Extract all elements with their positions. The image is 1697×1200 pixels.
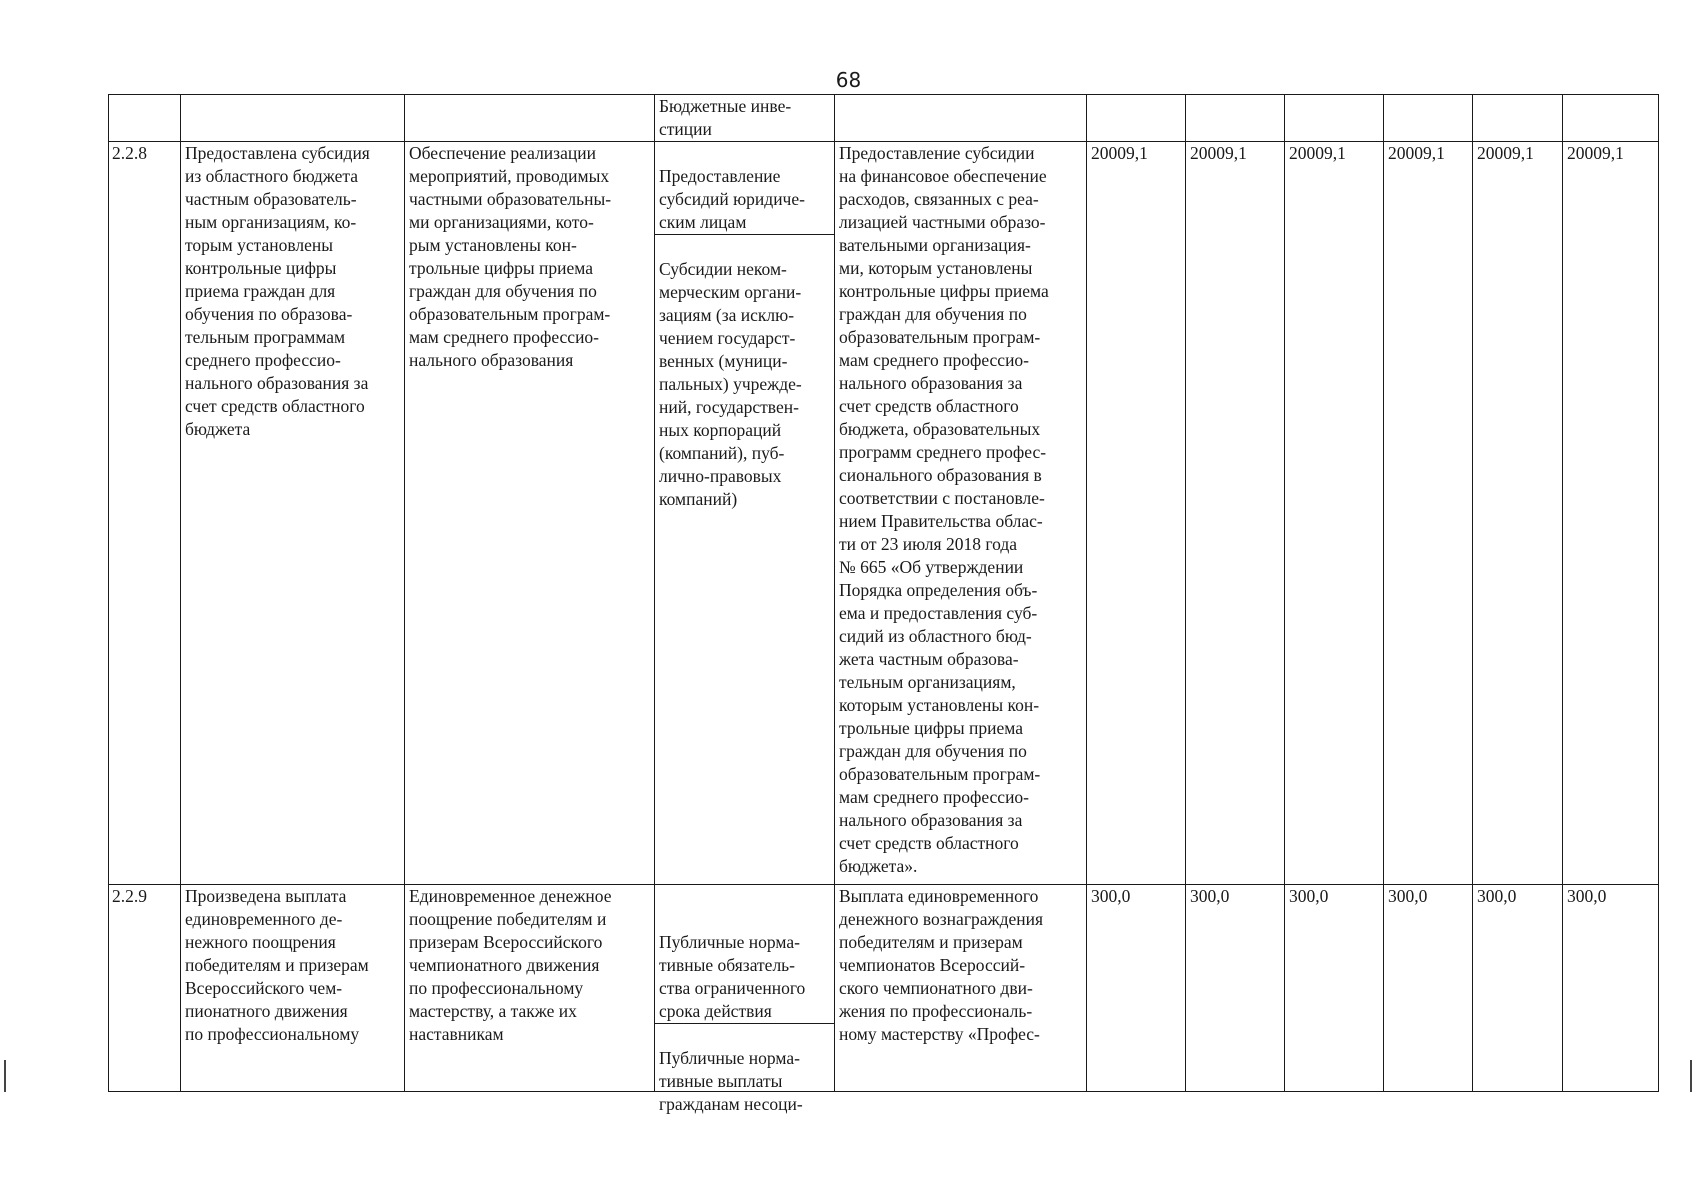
budget-type-primary: Публичные норма- тивные обязатель- ства ограниченного срока действия xyxy=(655,931,834,1024)
table-row-2-2-9 xyxy=(109,885,1659,1092)
row-value-6: 300,0 xyxy=(1563,885,1659,1092)
row-value-1: 20009,1 xyxy=(1087,142,1186,885)
budget-type-secondary: Публичные норма- тивные выплаты гражданам несоци- xyxy=(659,1048,803,1114)
row-budget-type xyxy=(655,142,835,885)
scan-margin-mark-right xyxy=(1690,1060,1692,1092)
row-description xyxy=(835,885,1087,1092)
row-value-3: 20009,1 xyxy=(1285,142,1384,885)
row-value-4: 300,0 xyxy=(1384,885,1473,1092)
header-cell-budget-type: Бюджетные инве- стиции xyxy=(655,95,835,142)
budget-type-secondary: Субсидии неком- мерческим органи- зациям (за исклю- чением государст- венных (муници- пальных) учрежде- ний, государствен- ных корпораций (компаний), пуб- лично-правовых компаний) xyxy=(659,259,802,509)
header-cell-value xyxy=(1473,95,1563,142)
table-header-row xyxy=(109,95,1659,142)
row-value-2: 300,0 xyxy=(1186,885,1285,1092)
header-cell-value xyxy=(1285,95,1384,142)
row-value-4: 20009,1 xyxy=(1384,142,1473,885)
row-budget-type xyxy=(655,885,835,1114)
row-measure xyxy=(405,885,655,1092)
row-id: 2.2.8 xyxy=(109,142,181,885)
header-cell-value xyxy=(1186,95,1285,142)
row-measure-text: Единовременное денежное поощрение победителям и призерам Всероссийского чемпионатного движения по профессиональному мастерству, а также их наставникам xyxy=(409,886,612,1044)
table-row-2-2-8 xyxy=(109,142,1659,885)
row-result-text: Произведена выплата единовременного де- нежного поощрения победителям и призерам Всероссийского чем- пионатного движения по профессиональному xyxy=(185,886,369,1044)
row-measure: Обеспечение реализации мероприятий, проводимых частными образовательны- ми организациями, кото- рым установлены кон- трольные цифры приема граждан для обучения по образовательным програм- мам среднего профессио- нального образования xyxy=(405,142,655,885)
row-value-5: 300,0 xyxy=(1473,885,1563,1092)
header-cell-measure xyxy=(405,95,655,142)
row-description-text: Выплата единовременного денежного вознаграждения победителям и призерам чемпионатов Всероссий- ского чемпионатного дви- жения по профессиональ- ному мастерству «Профес- xyxy=(839,886,1044,1044)
row-budget-type-wrap xyxy=(659,908,830,1114)
header-cell-value xyxy=(1087,95,1186,142)
header-cell-value xyxy=(1563,95,1659,142)
scan-margin-mark-left xyxy=(4,1060,6,1092)
page-number: 68 xyxy=(835,68,862,92)
header-cell-result xyxy=(181,95,405,142)
row-value-1: 300,0 xyxy=(1087,885,1186,1092)
header-cell-id xyxy=(109,95,181,142)
row-result: Предоставлена субсидия из областного бюджета частным образователь- ным организациям, ко- торым установлены контрольные цифры приема граждан для обучения по образова- тельным программам среднего профессио- нального образования за счет средств областного бюджета xyxy=(181,142,405,885)
row-value-2: 20009,1 xyxy=(1186,142,1285,885)
row-result xyxy=(181,885,405,1092)
row-value-6: 20009,1 xyxy=(1563,142,1659,885)
row-value-5: 20009,1 xyxy=(1473,142,1563,885)
header-cell-description xyxy=(835,95,1087,142)
row-description: Предоставление субсидии на финансовое обеспечение расходов, связанных с реа- лизацией частными образо- вательными организация- ми, которым установлены контрольные цифры приема граждан для обучения по образовательным програм- мам среднего профессио- нального образования за счет средств областного бюджета, образовательных программ среднего профес- сионального образования в соответствии с постановле- нием Правительства облас- ти от 23 июля 2018 года № 665 «Об утверждении Порядка определения объ- ема и предоставления суб- сидий из областного бюд- жета частным образова- тельным организациям, которым установлены кон- трольные цифры приема граждан для обучения по образовательным програм- мам среднего профессио- нального образования за счет средств областного бюджета». xyxy=(835,142,1087,885)
row-value-3: 300,0 xyxy=(1285,885,1384,1092)
header-cell-value xyxy=(1384,95,1473,142)
row-id: 2.2.9 xyxy=(109,885,181,1092)
budget-type-primary: Предоставление субсидий юридиче- ским лицам xyxy=(655,165,834,235)
budget-table xyxy=(108,94,1659,1114)
